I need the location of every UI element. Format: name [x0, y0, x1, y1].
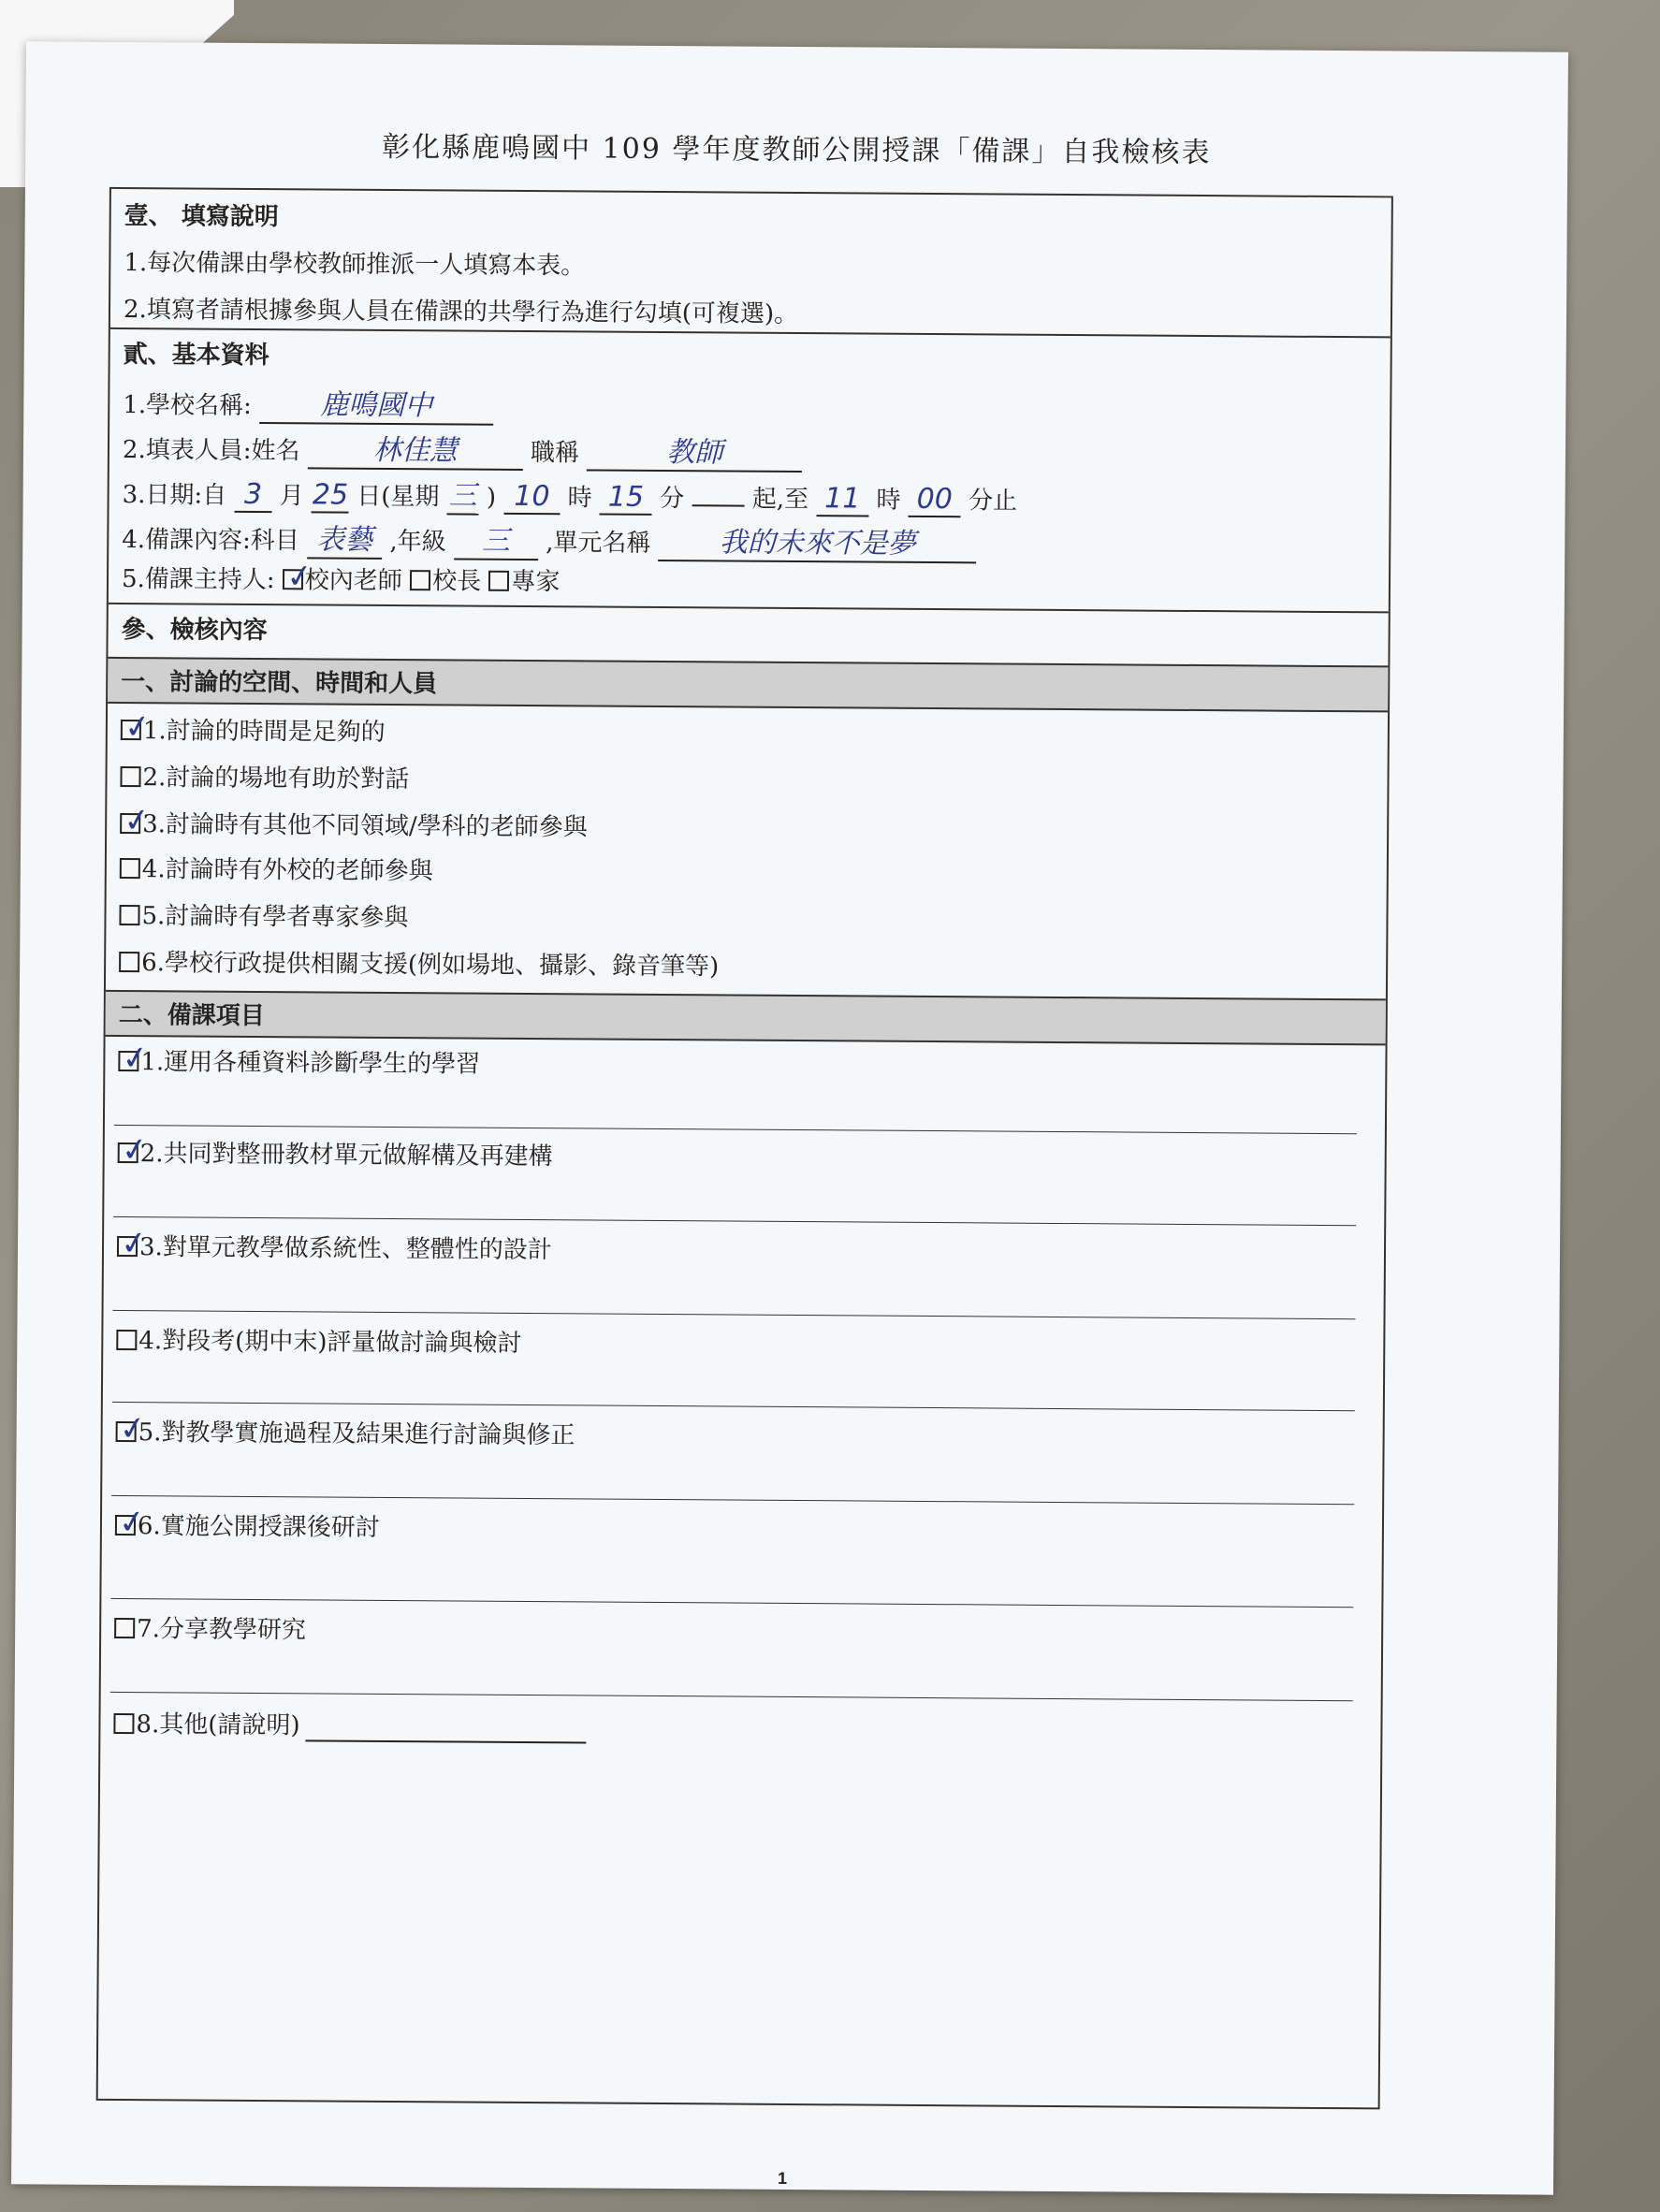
p2-checkbox-3[interactable] [117, 1223, 151, 1264]
unit-value[interactable]: 我的未來不是夢 [659, 518, 977, 563]
p2-item-label: 5.對教學實施過程及結果進行討論與修正 [138, 1419, 575, 1450]
p2-item-label: 7.分享教學研究 [137, 1615, 307, 1645]
date-row [123, 470, 1018, 519]
p2-item-6 [115, 1502, 380, 1543]
p2-item-2 [118, 1129, 553, 1171]
p2-item-label: 4.對段考(期中末)評量做討論與檢討 [138, 1327, 522, 1358]
answer-line-6[interactable] [110, 1598, 1353, 1608]
job-title-label: 職稱 [530, 439, 580, 468]
filler-label: 2.填表人員:姓名 [122, 435, 300, 466]
check-icon: ✓ [116, 1502, 148, 1543]
part2-header-bar [106, 990, 1386, 1046]
p1-checkbox-1[interactable] [121, 706, 153, 748]
weekday[interactable]: 三 [447, 472, 479, 515]
school-value[interactable]: 鹿鳴國中 [259, 381, 493, 426]
p1-item-3 [120, 800, 588, 842]
p1-item-label: 6.學校行政提供相關支援(例如場地、攝影、錄音筆等) [141, 949, 720, 982]
unit-label: ,單元名稱 [546, 529, 651, 558]
p2-item-label: 8.其他(請說明) [136, 1710, 300, 1740]
host-row [121, 556, 561, 598]
grade-value[interactable]: 三 [454, 517, 538, 560]
job-title-value[interactable]: 教師 [587, 428, 802, 473]
answer-line-1[interactable] [114, 1125, 1357, 1134]
p1-checkbox-5[interactable] [119, 905, 139, 925]
check-icon: ✓ [284, 556, 315, 598]
start-minute[interactable]: 15 [600, 481, 652, 516]
host-option-principal: 校長 [432, 567, 482, 596]
subject-label: 4.備課內容:科目 [122, 525, 299, 556]
p2-item-label: 2.共同對整冊教材單元做解構及再建構 [139, 1140, 553, 1171]
host-principal-checkbox[interactable] [410, 570, 430, 590]
p1-checkbox-2[interactable] [120, 766, 140, 787]
form-sheet [11, 41, 1568, 2194]
host-expert-checkbox[interactable] [488, 571, 509, 591]
school-label: 1.學校名稱: [123, 390, 252, 420]
p2-item-8 [113, 1705, 586, 1744]
end-suffix: 分止 [968, 487, 1018, 516]
start-suffix: 起,至 [751, 485, 809, 515]
part2-heading: 二、備課項目 [118, 1000, 265, 1031]
answer-line-7[interactable] [110, 1692, 1353, 1701]
p2-checkbox-4[interactable] [116, 1330, 137, 1350]
end-hour-label: 時 [876, 486, 901, 515]
p1-item-label: 5.討論時有學者專家參與 [141, 902, 409, 933]
p1-item-label: 4.討論時有外校的老師參與 [141, 855, 433, 886]
school-row [123, 380, 493, 426]
grade-label: ,年級 [389, 527, 446, 557]
answer-line-3[interactable] [113, 1310, 1356, 1319]
check-icon: ✓ [117, 1408, 149, 1449]
blank-line [692, 504, 744, 506]
date-month[interactable]: 3 [234, 478, 271, 513]
p2-checkbox-5[interactable] [116, 1408, 149, 1449]
minute-label: 分 [660, 484, 685, 514]
form-frame [96, 187, 1393, 2110]
p2-checkbox-1[interactable] [118, 1038, 152, 1079]
host-teacher-checkbox[interactable] [283, 556, 315, 598]
month-label: 月 [279, 482, 304, 511]
p2-checkbox-8[interactable] [113, 1713, 134, 1734]
p2-item-label: 1.運用各種資料診斷學生的學習 [140, 1048, 481, 1079]
end-hour[interactable]: 11 [816, 482, 868, 517]
p1-item-label: 2.討論的場地有助於對話 [142, 764, 410, 794]
date-day[interactable]: 25 [312, 478, 349, 513]
section1-heading: 壹、 填寫說明 [124, 201, 279, 232]
p1-item-2 [120, 758, 409, 794]
p2-checkbox-6[interactable] [115, 1502, 148, 1543]
p2-item-1 [118, 1038, 481, 1080]
content-row [122, 515, 977, 563]
hour-label: 時 [567, 484, 592, 513]
weekday-close: ) [486, 483, 497, 512]
section3-heading: 參、檢核內容 [121, 615, 268, 646]
p1-checkbox-3[interactable] [120, 800, 153, 841]
answer-line-2[interactable] [113, 1216, 1356, 1226]
instruction-1: 1.每次備課由學校教師推派一人填寫本表。 [124, 248, 586, 281]
section2-heading: 貳、基本資料 [123, 340, 269, 371]
filler-name[interactable]: 林佳慧 [308, 426, 523, 471]
host-label: 5.備課主持人: [121, 564, 275, 595]
start-hour[interactable]: 10 [503, 480, 560, 515]
host-option-expert: 專家 [511, 567, 561, 597]
end-minute[interactable]: 00 [909, 483, 961, 517]
answer-line-5[interactable] [111, 1495, 1354, 1505]
p1-item-4 [120, 850, 433, 886]
filler-row [123, 425, 803, 473]
p1-checkbox-6[interactable] [119, 952, 139, 972]
p2-item-4 [116, 1321, 521, 1359]
p1-item-6 [119, 943, 719, 982]
check-icon: ✓ [122, 706, 153, 748]
p2-item-3 [117, 1223, 552, 1265]
day-label: 日(星期 [357, 482, 440, 512]
check-icon: ✓ [118, 1223, 151, 1264]
p1-checkbox-4[interactable] [120, 858, 140, 879]
p1-item-label: 1.討論的時間是足夠的 [142, 717, 386, 747]
part1-heading: 一、討論的空間、時間和人員 [121, 667, 438, 699]
p1-item-5 [119, 896, 408, 933]
check-icon: ✓ [121, 800, 153, 841]
check-icon: ✓ [119, 1129, 151, 1171]
p2-checkbox-2[interactable] [118, 1129, 151, 1171]
form-title: 彰化縣鹿鳴國中 109 學年度教師公開授課「備課」自我檢核表 [381, 130, 1212, 170]
p2-item-label: 6.實施公開授課後研討 [137, 1512, 380, 1542]
other-explain-line[interactable] [305, 1711, 586, 1743]
instruction-2: 2.填寫者請根據參與人員在備課的共學行為進行勾填(可複選)。 [123, 295, 799, 329]
p2-item-7 [114, 1609, 306, 1645]
subject-value[interactable]: 表藝 [307, 516, 382, 560]
p1-item-label: 3.討論時有其他不同領域/學科的老師參與 [142, 810, 588, 842]
p2-item-label: 3.對單元教學做系統性、整體性的設計 [138, 1233, 552, 1265]
date-label: 3.日期:自 [122, 480, 227, 510]
p1-item-1 [121, 706, 386, 748]
p2-item-5 [116, 1408, 575, 1450]
host-option-teacher: 校內老師 [304, 566, 402, 596]
p2-checkbox-7[interactable] [114, 1618, 135, 1638]
check-icon: ✓ [119, 1038, 152, 1079]
page-number: 1 [778, 2168, 788, 2188]
answer-line-4[interactable] [112, 1402, 1355, 1411]
